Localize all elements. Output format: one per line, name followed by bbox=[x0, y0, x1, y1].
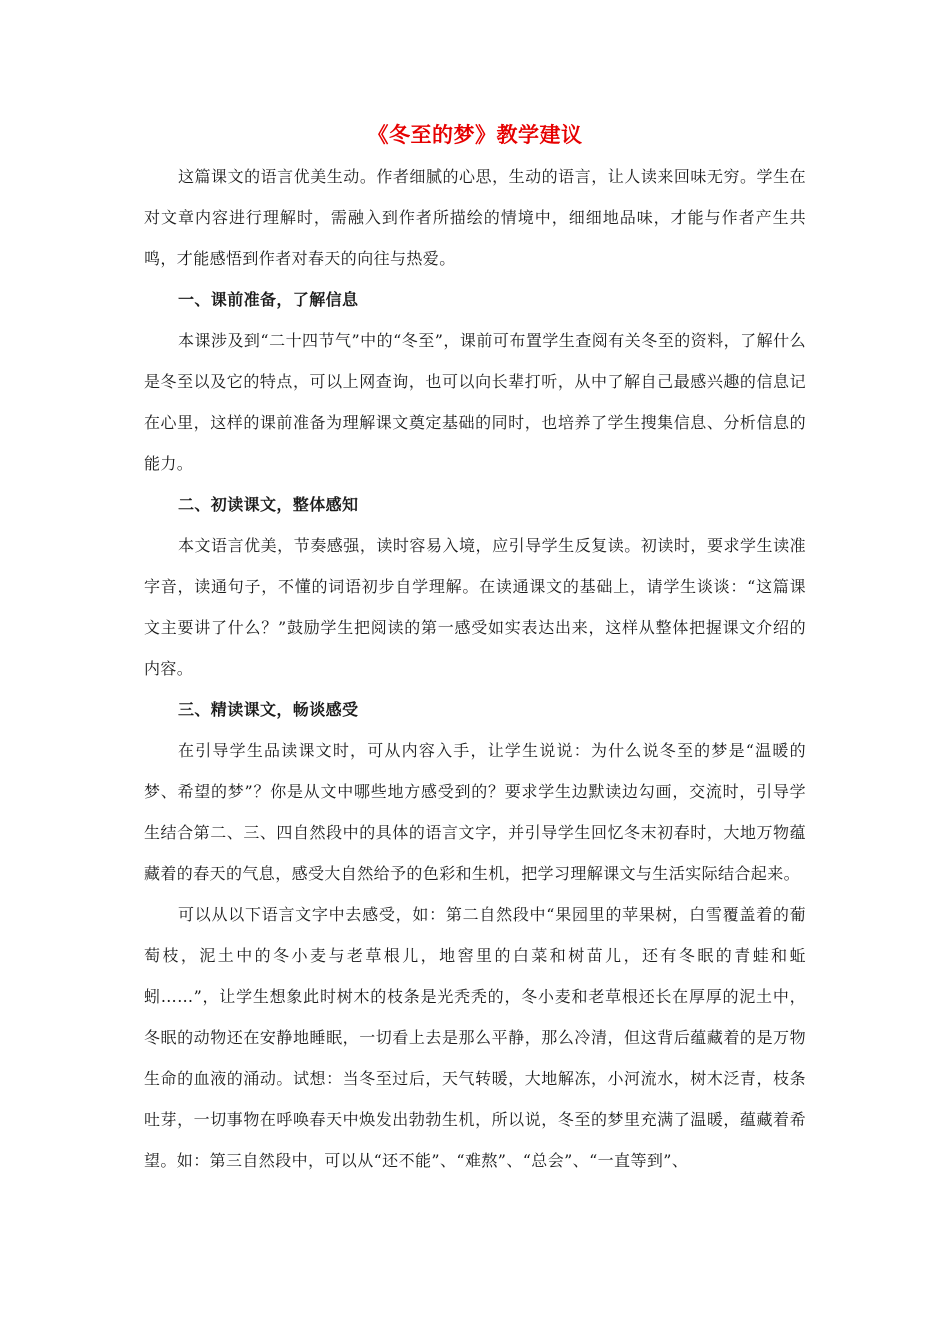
section-heading: 一、课前准备，了解信息 bbox=[178, 290, 359, 309]
section-paragraph: 本文语言优美，节奏感强，读时容易入境，应引导学生反复读。初读时，要求学生读准字音，读通句子，不懂的词语初步自学理解。在读通课文的基础上，请学生谈谈：“这篇课文主要讲了什么？”鼓励学生把阅读的第一感受如实表达出来，这样从整体把握课文介绍的内容。 bbox=[144, 536, 806, 678]
section-heading: 二、初读课文，整体感知 bbox=[178, 495, 359, 514]
section-paragraph: 在引导学生品读课文时，可从内容入手，让学生说说：为什么说冬至的梦是“温暖的梦、希望的梦”？你是从文中哪些地方感受到的？要求学生边默读边勾画，交流时，引导学生结合第二、三、四自然段中的具体的语言文字，并引导学生回忆冬末初春时，大地万物蕴藏着的春天的气息，感受大自然给予的色彩和生机，把学习理解课文与生活实际结合起来。 bbox=[144, 741, 806, 883]
section-preparation bbox=[144, 279, 806, 484]
document-page bbox=[144, 118, 806, 1181]
section-heading: 三、精读课文，畅谈感受 bbox=[178, 700, 359, 719]
section-paragraph: 可以从以下语言文字中去感受，如：第二自然段中“果园里的苹果树，白雪覆盖着的葡萄枝，泥土中的冬小麦与老草根儿，地窖里的白菜和树苗儿，还有冬眠的青蛙和蚯蚓……”，让学生想象此时树木的枝条是光秃秃的，冬小麦和老草根还长在厚厚的泥土中，冬眠的动物还在安静地睡眠，一切看上去是那么平静，那么冷清，但这背后蕴藏着的是万物生命的血液的涌动。试想：当冬至过后，天气转暖，大地解冻，小河流水，树木泛青，枝条吐芽，一切事物在呼唤春天中焕发出勃勃生机，所以说，冬至的梦里充满了温暖，蕴藏着希望。如：第三自然段中，可以从“还不能”、“难熬”、“总会”、“一直等到”、 bbox=[144, 905, 806, 1170]
section-first-reading bbox=[144, 484, 806, 689]
section-paragraph: 本课涉及到“二十四节气”中的“冬至”，课前可布置学生查阅有关冬至的资料，了解什么是冬至以及它的特点，可以上网查询，也可以向长辈打听，从中了解自己最感兴趣的信息记在心里，这样的课前准备为理解课文奠定基础的同时，也培养了学生搜集信息、分析信息的能力。 bbox=[144, 331, 806, 473]
section-close-reading bbox=[144, 689, 806, 1181]
intro-paragraph: 这篇课文的语言优美生动。作者细腻的心思，生动的语言，让人读来回味无穷。学生在对文章内容进行理解时，需融入到作者所描绘的情境中，细细地品味，才能与作者产生共鸣，才能感悟到作者对春天的向往与热爱。 bbox=[144, 167, 806, 268]
document-title: 《冬至的梦》教学建议 bbox=[367, 122, 583, 147]
